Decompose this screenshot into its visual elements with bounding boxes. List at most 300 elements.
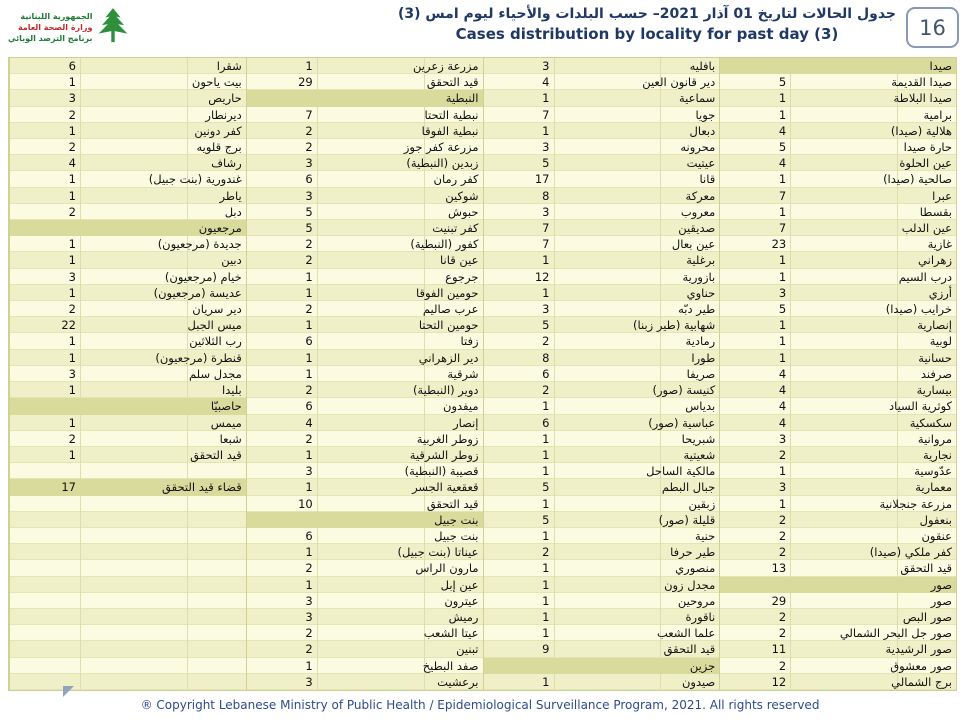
locality-name: قيد التحقق <box>663 642 716 657</box>
case-count: 2 <box>778 609 787 624</box>
table-row <box>247 188 483 204</box>
locality-name: مرجعيون <box>198 221 242 236</box>
case-count: 4 <box>778 156 787 171</box>
table-row <box>720 625 956 641</box>
case-count: 3 <box>305 188 313 203</box>
table-row <box>10 285 246 301</box>
table-row <box>10 74 246 90</box>
locality-name: دبعال <box>689 123 716 138</box>
table-row <box>484 74 720 90</box>
table-row <box>720 463 956 479</box>
table-row <box>484 625 720 641</box>
table-row <box>720 512 956 528</box>
table-row <box>720 90 956 106</box>
locality-name: نبطية الفوقا <box>421 123 479 138</box>
case-count: 1 <box>778 204 787 219</box>
locality-name: مارون الراس <box>415 561 479 576</box>
case-count: 2 <box>778 626 787 641</box>
table-row <box>247 496 483 512</box>
table-row <box>10 252 246 268</box>
locality-name: بيسارية <box>916 383 952 398</box>
case-count: 1 <box>542 91 550 106</box>
case-count: 1 <box>542 626 550 641</box>
locality-name: معروب <box>680 204 716 219</box>
table-row <box>484 674 720 690</box>
locality-name: شعيتية <box>683 447 716 462</box>
case-count: 6 <box>305 334 313 349</box>
case-count: 3 <box>542 302 550 317</box>
locality-name: جرجوع <box>445 269 479 284</box>
locality-name: عباسية (صور) <box>648 415 716 430</box>
case-count: 1 <box>542 447 550 462</box>
table-row <box>10 269 246 285</box>
case-count: 5 <box>778 302 787 317</box>
locality-name: بيت ياحون <box>191 75 242 90</box>
locality-name: زهراني <box>918 253 952 268</box>
case-count: 6 <box>305 399 313 414</box>
table-row <box>720 528 956 544</box>
locality-name: بليدا <box>222 383 242 398</box>
case-count: 1 <box>542 609 550 624</box>
table-row <box>720 641 956 657</box>
locality-name: رب الثلاثين <box>189 334 242 349</box>
case-count: 4 <box>778 383 787 398</box>
locality-name: صفد البطيخ <box>422 658 479 673</box>
locality-name: صديقين <box>678 221 716 236</box>
case-count: 7 <box>542 107 550 122</box>
case-count: 1 <box>305 318 313 333</box>
case-count: 3 <box>305 674 313 689</box>
case-count: 5 <box>542 318 550 333</box>
table-row <box>484 252 720 268</box>
case-count: 3 <box>305 593 313 608</box>
locality-name: عين الدلب <box>901 221 952 236</box>
district-header-row <box>484 658 720 674</box>
table-row <box>10 90 246 106</box>
case-count: 9 <box>542 642 550 657</box>
table-row <box>484 171 720 187</box>
case-count: 7 <box>778 221 787 236</box>
table-row <box>484 479 720 495</box>
case-count: 1 <box>305 366 313 381</box>
locality-name: عديسة (مرجعيون) <box>153 285 242 300</box>
table-row <box>247 204 483 220</box>
case-count: 1 <box>305 285 313 300</box>
table-row <box>720 544 956 560</box>
table-row <box>10 107 246 123</box>
table-row <box>484 58 720 74</box>
locality-name: دير قانون العين <box>642 75 716 90</box>
locality-name: كنيسة (صور) <box>652 383 716 398</box>
locality-name: سماعية <box>678 91 716 106</box>
locality-name: صيدا القديمة <box>891 75 952 90</box>
table-row <box>484 155 720 171</box>
table-row <box>484 333 720 349</box>
table-row <box>247 609 483 625</box>
district-header-row <box>10 398 246 414</box>
locality-name: طورا <box>691 350 716 365</box>
table-row <box>10 204 246 220</box>
table-row <box>10 431 246 447</box>
case-count: 1 <box>542 399 550 414</box>
case-count: 2 <box>542 545 550 560</box>
table-row <box>484 544 720 560</box>
locality-name: برج قلويه <box>196 140 242 155</box>
case-count: 1 <box>542 528 550 543</box>
locality-name: نبطية التحتا <box>424 107 479 122</box>
case-count: 17 <box>534 172 550 187</box>
case-count: 1 <box>305 59 313 73</box>
case-count: 1 <box>542 431 550 446</box>
page-number-box <box>906 7 959 48</box>
case-count: 1 <box>68 447 76 462</box>
locality-name: عين بعال <box>671 237 716 252</box>
table-row <box>247 58 483 74</box>
table-row <box>720 593 956 609</box>
locality-name: بدياس <box>685 399 716 414</box>
locality-name: عيتا الشعب <box>423 626 479 641</box>
locality-name: كفور (النبطية) <box>410 237 479 252</box>
case-count: 13 <box>771 561 787 576</box>
locality-name: صالحية (صيدا) <box>883 172 952 187</box>
case-count: 5 <box>542 512 550 527</box>
table-row <box>484 593 720 609</box>
table-row <box>10 301 246 317</box>
locality-name: برغلية <box>686 253 716 268</box>
case-count: 3 <box>542 59 550 73</box>
case-count: 2 <box>778 512 787 527</box>
table-row <box>247 641 483 657</box>
locality-name: غازية <box>927 237 952 252</box>
locality-name: قيد التحقق <box>426 496 479 511</box>
case-count: 5 <box>542 480 550 495</box>
case-count: 2 <box>68 204 76 219</box>
locality-name: مروانية <box>917 431 952 446</box>
table-row <box>720 447 956 463</box>
table-row <box>720 431 956 447</box>
case-count: 29 <box>298 75 313 90</box>
table-row <box>484 204 720 220</box>
table-row <box>247 350 483 366</box>
locality-name: كفر ملكي (صيدا) <box>869 545 952 560</box>
locality-name: شوكين <box>445 188 479 203</box>
table-row <box>484 90 720 106</box>
locality-name: طير حرفا <box>670 545 716 560</box>
locality-name: جويا <box>695 107 716 122</box>
locality-name: حاريص <box>208 91 242 106</box>
locality-name: لوبية <box>929 334 952 349</box>
table-row <box>247 123 483 139</box>
table-row <box>10 58 246 74</box>
case-count: 4 <box>778 399 787 414</box>
table-row <box>247 269 483 285</box>
district-header-row <box>10 479 246 495</box>
locality-name: كوثرية السياد <box>888 399 952 414</box>
locality-name: جبال البطم <box>661 480 716 495</box>
locality-name: مزرعة كفر جوز <box>403 140 479 155</box>
case-count: 2 <box>778 658 787 673</box>
table-row <box>720 188 956 204</box>
case-count: 5 <box>305 221 313 236</box>
table-row <box>720 674 956 690</box>
table-row <box>247 236 483 252</box>
case-count: 6 <box>542 415 550 430</box>
locality-name: قنطرة (مرجعيون) <box>155 350 242 365</box>
locality-name: حومين التحتا <box>418 318 479 333</box>
locality-name: معمارية <box>915 480 952 495</box>
case-count: 3 <box>305 464 313 479</box>
locality-name: صور معشوق <box>890 658 952 673</box>
case-count: 1 <box>68 75 76 90</box>
copyright-footer: ® Copyright Lebanese Ministry of Public Health / Epidemiological Surveillance Program, 2021. All rights reserved <box>140 698 820 712</box>
case-count: 1 <box>68 285 76 300</box>
table-row <box>484 577 720 593</box>
table-row <box>484 269 720 285</box>
table-row <box>247 415 483 431</box>
table-row <box>484 285 720 301</box>
locality-name: عبرا <box>932 188 952 203</box>
table-row <box>247 658 483 674</box>
case-count: 5 <box>778 75 787 90</box>
table-row <box>247 317 483 333</box>
table-row <box>484 107 720 123</box>
case-count: 3 <box>542 140 550 155</box>
case-count: 6 <box>68 59 76 73</box>
locality-name: صريفا <box>686 366 716 381</box>
locality-name: برج الشمالي <box>891 674 952 689</box>
locality-name: قانا <box>699 172 716 187</box>
locality-name: مزرعة جنجلانية <box>879 496 952 511</box>
locality-name: عين الحلوة <box>899 156 952 171</box>
case-count: 1 <box>68 253 76 268</box>
case-count: 11 <box>771 642 787 657</box>
table-row <box>10 333 246 349</box>
table-row <box>10 171 246 187</box>
case-count: 1 <box>305 350 313 365</box>
district-column <box>246 58 483 690</box>
table-row <box>484 188 720 204</box>
case-count: 4 <box>542 75 550 90</box>
case-count: 3 <box>542 204 550 219</box>
table-row <box>247 447 483 463</box>
table-row <box>247 220 483 236</box>
case-count: 1 <box>778 269 787 284</box>
table-row <box>10 236 246 252</box>
case-count: 4 <box>778 366 787 381</box>
locality-name: شقرا <box>216 59 242 73</box>
locality-name: قيد التحقق <box>900 561 952 576</box>
table-row <box>484 220 720 236</box>
case-count: 7 <box>305 107 313 122</box>
table-row <box>247 544 483 560</box>
logo-line-ministry: وزارة الصحة العامة <box>17 23 93 32</box>
table-row <box>10 123 246 139</box>
district-header-row <box>720 58 956 74</box>
locality-name: ياطر <box>219 188 242 203</box>
locality-name: كفر رمان <box>433 172 479 187</box>
case-count: 7 <box>542 221 550 236</box>
locality-name: خرايب (صيدا) <box>885 302 952 317</box>
cedar-tree-icon <box>96 5 130 51</box>
locality-name: زبقين <box>688 496 716 511</box>
case-count: 1 <box>68 237 76 252</box>
locality-name: ميفدون <box>443 399 479 414</box>
case-count: 1 <box>305 447 313 462</box>
table-row <box>720 171 956 187</box>
locality-name: رمادية <box>685 334 716 349</box>
table-row <box>247 431 483 447</box>
locality-name: شبريحا <box>681 431 716 446</box>
case-count: 3 <box>68 91 76 106</box>
case-count: 2 <box>778 447 787 462</box>
locality-name: كفر دونين <box>194 123 242 138</box>
locality-name: صور الرشيدية <box>885 642 952 657</box>
locality-name: قيد التحقق <box>190 447 242 462</box>
case-count: 1 <box>68 123 76 138</box>
table-row <box>484 641 720 657</box>
locality-name: مزرعة زعرين <box>413 59 479 73</box>
table-row <box>720 236 956 252</box>
case-count: 1 <box>542 496 550 511</box>
locality-name: تبنين <box>456 642 479 657</box>
locality-name: كفر تبنيت <box>432 221 479 236</box>
table-row <box>10 447 246 463</box>
case-count: 8 <box>542 350 550 365</box>
table-row <box>247 674 483 690</box>
case-count: 2 <box>305 561 313 576</box>
locality-name: حبوش <box>447 204 479 219</box>
case-count: 1 <box>305 658 313 673</box>
case-count: 1 <box>778 496 787 511</box>
locality-name: إنصارية <box>917 318 952 333</box>
case-count: 7 <box>778 188 787 203</box>
locality-name: صرفند <box>920 366 952 381</box>
locality-name: برامية <box>923 107 952 122</box>
locality-name: مالكية الساحل <box>646 464 716 479</box>
moph-logo-text <box>8 12 92 44</box>
case-count: 17 <box>61 480 76 495</box>
locality-name: مروحين <box>677 593 716 608</box>
locality-name: ميس الجبل <box>187 318 242 333</box>
locality-name: شرقية <box>447 366 479 381</box>
table-row <box>720 398 956 414</box>
table-row <box>720 139 956 155</box>
case-count: 2 <box>305 383 313 398</box>
case-count: 3 <box>68 269 76 284</box>
logo-line-republic: الجمهورية اللبنانية <box>20 12 93 21</box>
table-row <box>720 204 956 220</box>
table-row <box>484 528 720 544</box>
table-row <box>720 317 956 333</box>
district-column <box>9 58 246 690</box>
case-count: 1 <box>68 188 76 203</box>
locality-name: حنية <box>695 528 716 543</box>
case-count: 29 <box>771 593 787 608</box>
case-count: 3 <box>778 431 787 446</box>
locality-name: إنصار <box>453 415 479 430</box>
table-row <box>484 366 720 382</box>
locality-name: صيدا البلاطة <box>893 91 952 106</box>
case-count: 1 <box>542 123 550 138</box>
locality-name: معركة <box>685 188 716 203</box>
moph-logo <box>8 5 130 51</box>
case-count: 2 <box>305 253 313 268</box>
locality-name: جديدة (مرجعيون) <box>157 237 242 252</box>
case-count: 2 <box>542 383 550 398</box>
table-row <box>720 155 956 171</box>
locality-name: زبدين (النبطية) <box>406 156 479 171</box>
table-row <box>720 350 956 366</box>
case-count: 1 <box>542 561 550 576</box>
case-count: 10 <box>298 496 313 511</box>
table-row <box>10 350 246 366</box>
case-count: 1 <box>778 172 787 187</box>
locality-name: حومين الفوقا <box>415 285 479 300</box>
case-count: 1 <box>542 577 550 592</box>
table-row <box>247 528 483 544</box>
table-row <box>10 155 246 171</box>
locality-name: سكسكية <box>909 415 952 430</box>
table-row <box>720 220 956 236</box>
locality-name: قليلة (صور) <box>658 512 716 527</box>
locality-name: دير سريان <box>192 302 242 317</box>
locality-name: غندورية (بنت جبيل) <box>148 172 242 187</box>
locality-name: بافليه <box>689 59 716 73</box>
locality-name: ناقورة <box>685 609 716 624</box>
locality-name: زفتا <box>460 334 479 349</box>
locality-name: صور جل البحر الشمالي <box>839 626 952 641</box>
district-header-row <box>247 90 483 106</box>
table-row <box>10 382 246 398</box>
case-count: 2 <box>778 528 787 543</box>
locality-name: علما الشعب <box>656 626 716 641</box>
case-count: 4 <box>68 156 76 171</box>
case-count: 2 <box>778 545 787 560</box>
locality-name: بازورية <box>682 269 716 284</box>
case-count: 1 <box>305 545 313 560</box>
table-row <box>247 107 483 123</box>
table-row <box>247 155 483 171</box>
locality-name: قيد التحقق <box>426 75 479 90</box>
case-count: 12 <box>771 674 787 689</box>
page-title-arabic: جدول الحالات لتاريخ 01 آذار 2021– حسب البلدات والأحياء ليوم امس (3) <box>397 6 896 22</box>
locality-name: درب السيم <box>898 269 952 284</box>
district-header-row <box>247 512 483 528</box>
case-count: 1 <box>542 674 550 689</box>
table-row <box>720 285 956 301</box>
case-count: 23 <box>771 237 787 252</box>
case-count: 4 <box>778 123 787 138</box>
locality-name: دير الزهراني <box>418 350 479 365</box>
table-row <box>720 301 956 317</box>
locality-name: دبين <box>221 253 242 268</box>
locality-name: بنت جبيل <box>434 512 479 527</box>
locality-name: قضاء قيد التحقق <box>162 480 242 495</box>
locality-name: رميش <box>448 609 479 624</box>
locality-name: دوير (النبطية) <box>412 383 479 398</box>
locality-name: شبعا <box>219 431 242 446</box>
case-count: 5 <box>542 156 550 171</box>
case-count: 3 <box>305 609 313 624</box>
case-count: 2 <box>305 123 313 138</box>
case-count: 1 <box>778 91 787 106</box>
locality-name: صور <box>930 593 952 608</box>
locality-name: صور البص <box>902 609 952 624</box>
district-header-row <box>720 577 956 593</box>
case-count: 2 <box>305 302 313 317</box>
table-row <box>720 74 956 90</box>
table-row <box>484 415 720 431</box>
